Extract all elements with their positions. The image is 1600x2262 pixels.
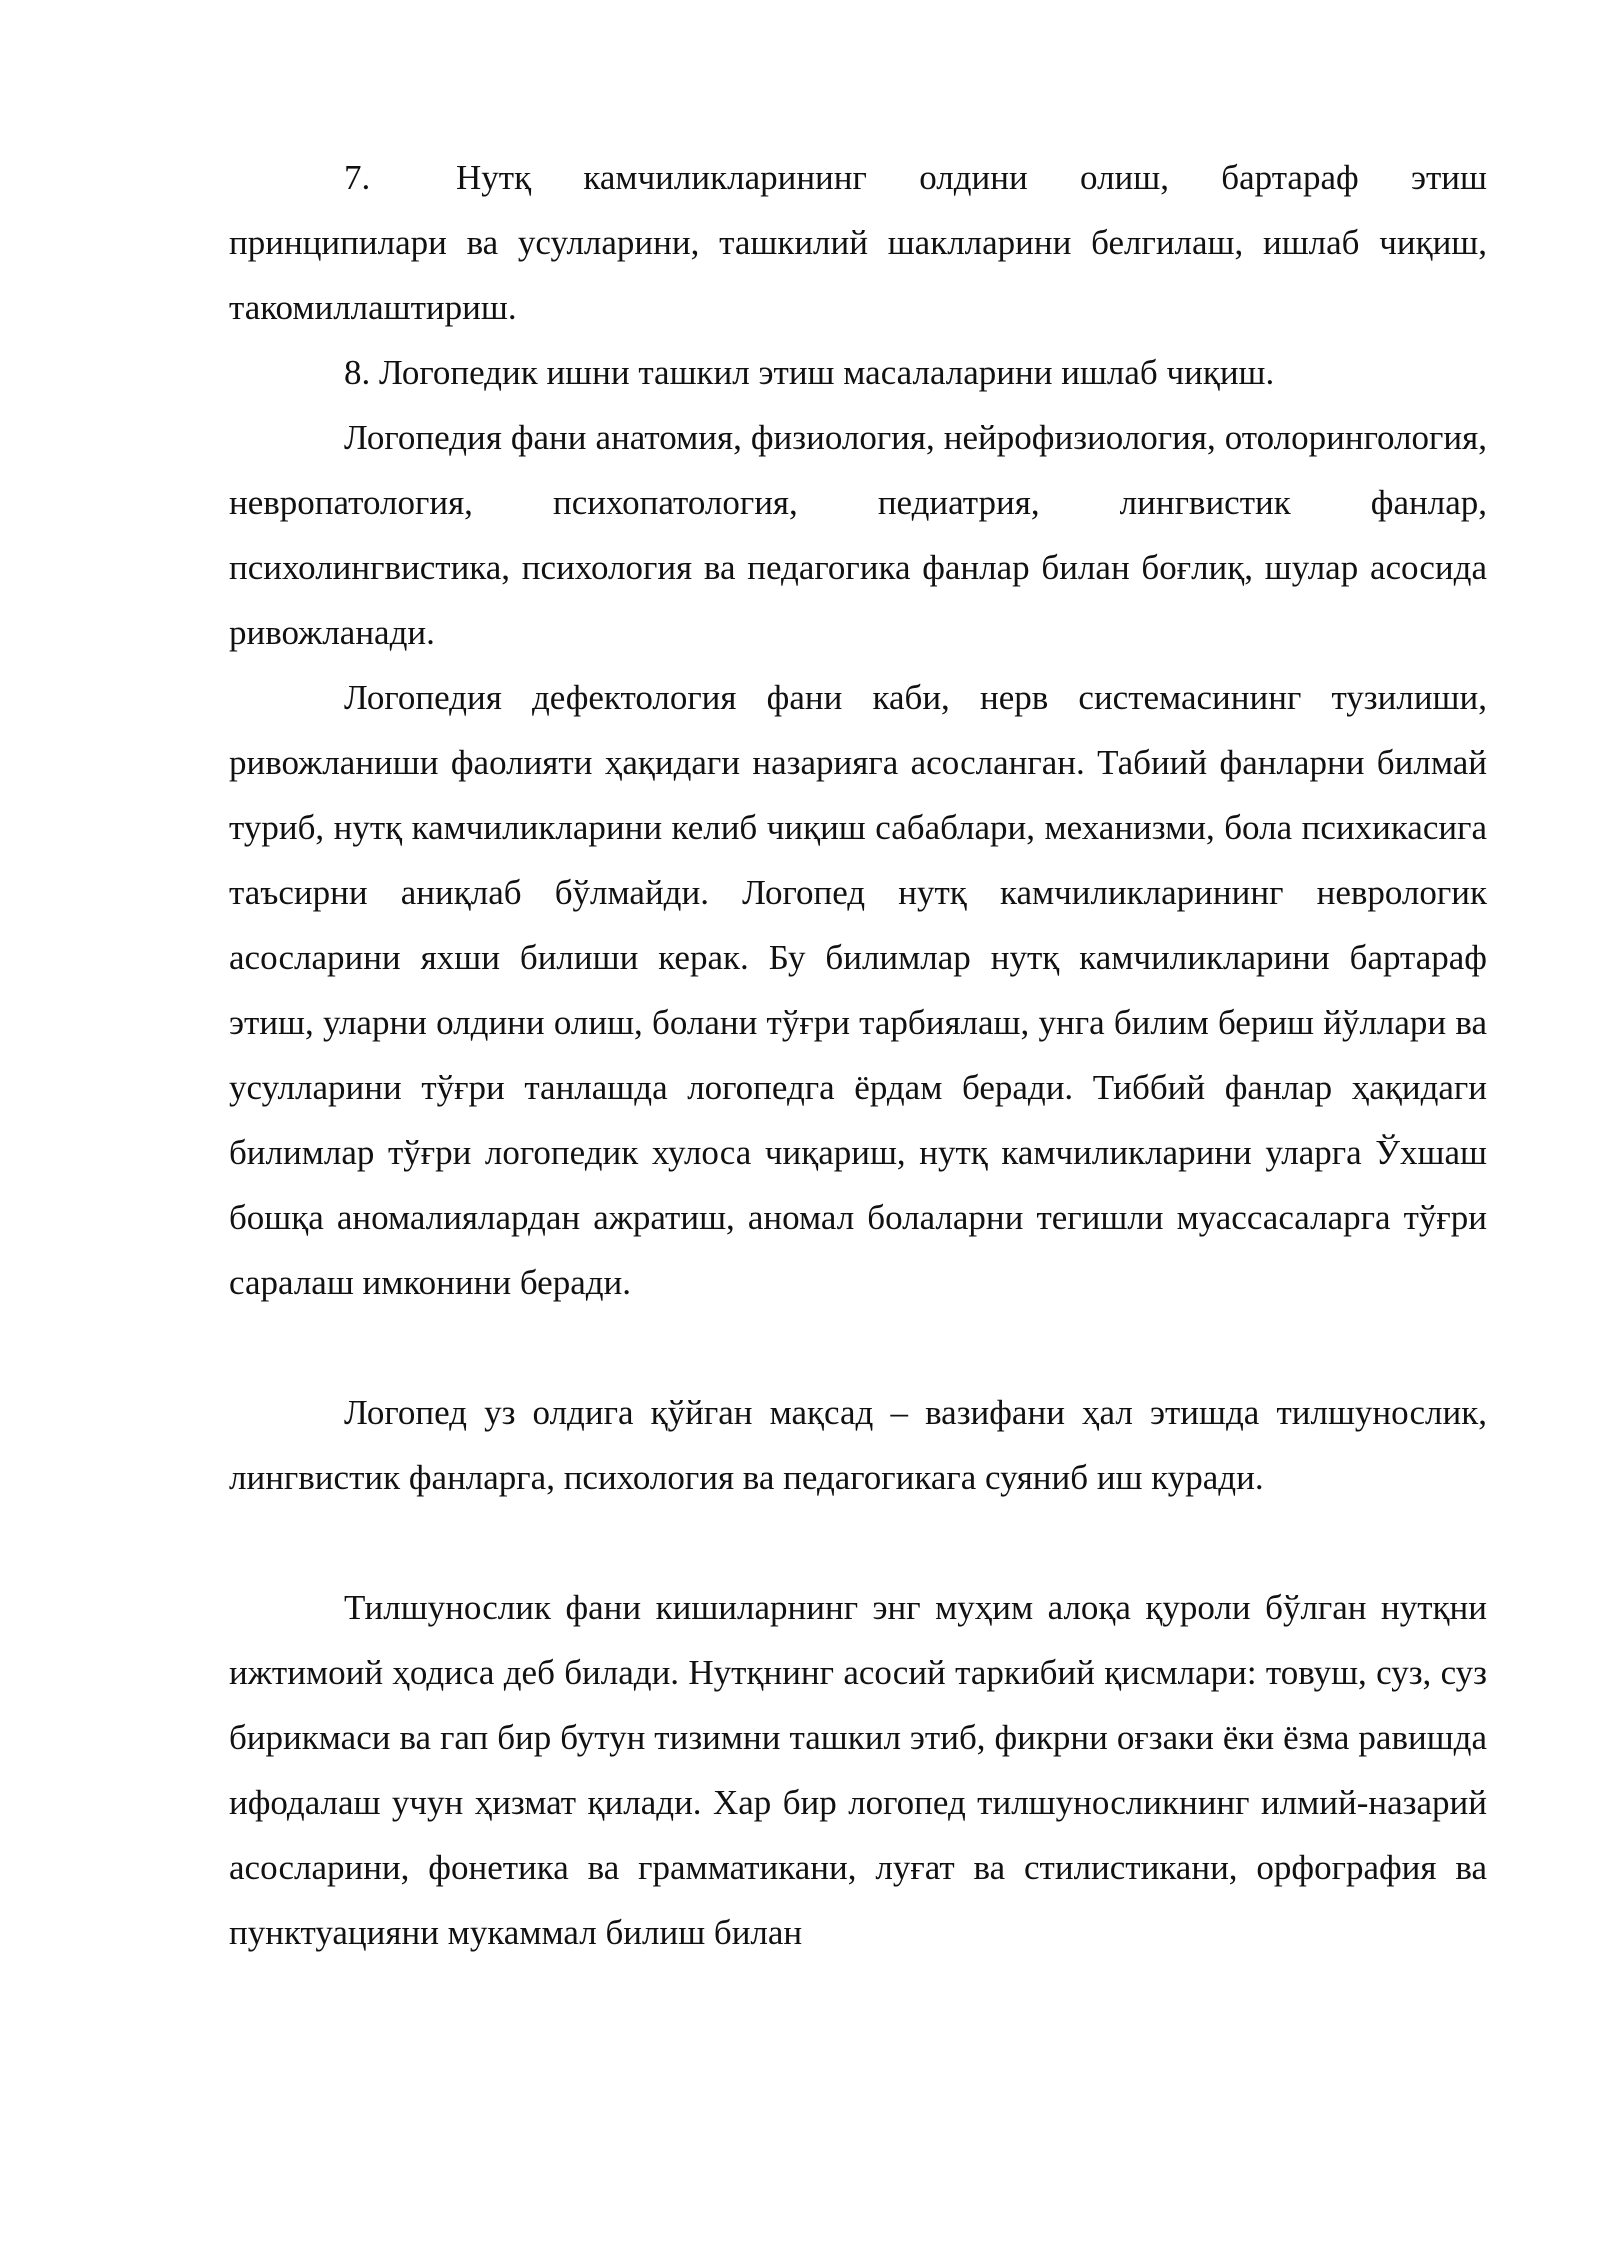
blank-line [229,1510,1487,1575]
paragraph-item-8: 8. Логопедик ишни ташкил этиш масалаларини ишлаб чиқиш. [344,353,1275,392]
paragraph-defectology-basis: Логопедия дефектология фани каби, нерв системасининг тузилиши, ривожланиши фаолияти ҳақидаги назарияга асосланган. Табиий фанларни билмай туриб, нутқ камчиликларини келиб чиқиш сабаблари, механизми, бола психикасига таъсирни аниқлаб бўлмайди. Логопед нутқ камчиликларининг неврологик асосларини яхши билиши керак. Бу билимлар нутқ камчиликларини бартараф этиш, уларни олдини олиш, болани тўғри тарбиялаш, унга билим бериш йўллари ва усулларини тўғри танлашда логопедга ёрдам беради. Тиббий фанлар ҳақидаги билимлар тўғри логопедик хулоса чиқариш, нутқ камчиликларини уларга Ўхшаш бошқа аномалиялардан ажратиш, аномал болаларни тегишли муассасаларга тўғри саралаш имконини беради. [229,678,1487,1302]
paragraph-text: Нутқ камчиликларининг олдини олиш, бартараф этиш принципилари ва усулларини, ташкилий шаклларини белгилаш, ишлаб чиқиш, такомиллаштириш. [229,158,1487,327]
paragraph-item-7 [229,145,1487,340]
paragraph-speech-therapist-goal: Логопед уз олдига қўйган мақсад – вазифани ҳал этишда тилшунослик, лингвистик фанларга, психология ва педагогикага суяниб иш куради. [229,1393,1487,1497]
paragraph-related-sciences: Логопедия фани анатомия, физиология, нейрофизиология, отолорингология, невропатология, психопатология, педиатрия, лингвистик фанлар, психолингвистика, психология ва педагогика фанлар билан боғлиқ, шулар асосида ривожланади. [229,418,1487,652]
item-number: 7. [344,158,371,197]
document-page [229,145,1487,1965]
blank-line [229,1315,1487,1380]
paragraph-linguistics: Тилшунослик фани кишиларнинг энг муҳим алоқа қуроли бўлган нутқни ижтимоий ҳодиса деб билади. Нутқнинг асосий таркибий қисмлари: товуш, суз, суз бирикмаси ва гап бир бутун тизимни ташкил этиб, фикрни оғзаки ёки ёзма равишда ифодалаш учун ҳизмат қилади. Хар бир логопед тилшуносликнинг илмий-назарий асосларини, фонетика ва грамматикани, луғат ва стилистикани, орфография ва пунктуацияни мукаммал билиш билан [229,1588,1487,1952]
